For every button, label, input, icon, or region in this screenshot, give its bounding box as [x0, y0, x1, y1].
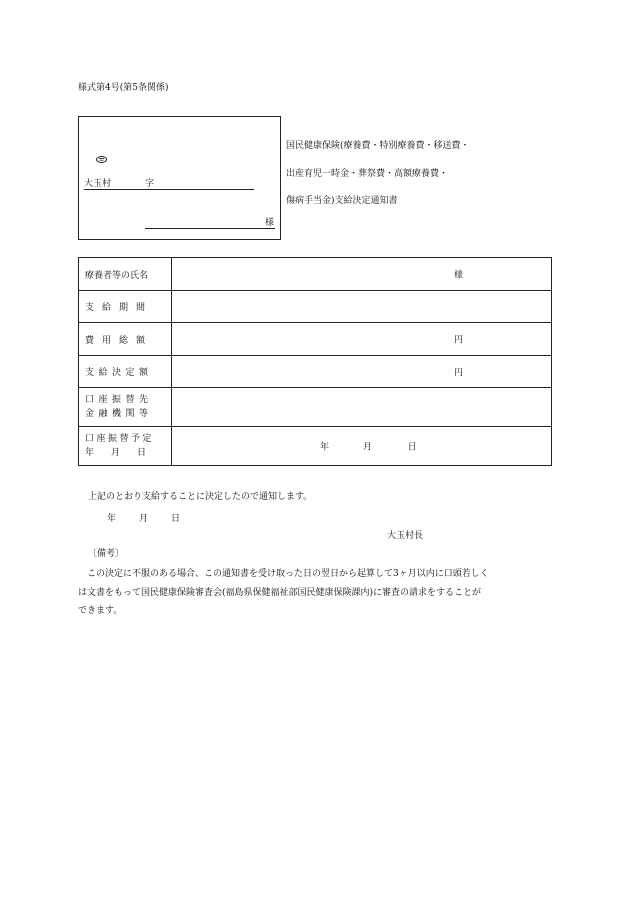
payment-period-field[interactable] — [172, 291, 552, 323]
table-row — [79, 388, 552, 427]
table-row — [79, 356, 552, 388]
postal-mark-icon — [96, 156, 107, 163]
total-cost-field[interactable] — [172, 323, 552, 356]
patient-name-label: 療養者等の氏名 — [79, 258, 172, 291]
remarks-text — [78, 565, 558, 621]
decided-amount-label: 支給決定額 — [79, 356, 172, 388]
table-row — [79, 427, 552, 466]
table-row — [79, 258, 552, 291]
payment-details-table — [78, 257, 552, 466]
table-row — [79, 323, 552, 356]
village-name: 大玉村 — [84, 179, 112, 189]
patient-name-field[interactable] — [172, 258, 552, 291]
date-month: 月 — [139, 514, 149, 524]
addressee-honorific: 様 — [265, 218, 275, 228]
remarks-line-3: できます。 — [78, 606, 123, 616]
name-underline — [145, 228, 275, 229]
bank-label-line2: 金融機関等 — [85, 409, 153, 419]
bank-field[interactable] — [172, 388, 552, 427]
remarks-line-2: は文書をもって国民健康保険審査会(福島県保健福祉部国民健康保険課内)に審査の請求をすることが — [78, 587, 482, 598]
address-box — [78, 116, 281, 240]
date-day: 日 — [171, 514, 181, 524]
transfer-year: 年 — [320, 442, 330, 453]
patient-name-honorific: 様 — [454, 270, 464, 281]
title-line-3: 傷病手当金)支給決定通知書 — [286, 196, 398, 206]
transfer-label-line1: 口座振替予定 — [85, 434, 155, 444]
transfer-day: 日 — [407, 442, 417, 453]
transfer-date-row — [320, 440, 417, 453]
bank-label — [79, 388, 172, 427]
payment-period-label: 支給期間 — [79, 291, 172, 323]
decided-amount-field[interactable] — [172, 356, 552, 388]
form-number: 様式第4号(第5条関係) — [78, 83, 169, 93]
table-row — [79, 291, 552, 323]
transfer-date-field[interactable] — [172, 427, 552, 466]
remarks-line-1: この決定に不服のある場合、この通知書を受け取った日の翌日から起算して3ヶ月以内に口頭若しく — [78, 569, 489, 579]
issuer-title: 大玉村長 — [387, 531, 424, 541]
date-year: 年 — [107, 514, 117, 524]
bank-label-line1: 口座振替先 — [85, 395, 153, 405]
total-cost-label: 費用総額 — [79, 323, 172, 356]
notice-text: 上記のとおり支給することに決定したので通知します。 — [88, 492, 313, 502]
remarks-header: 〔備考〕 — [88, 549, 125, 559]
decided-amount-unit: 円 — [454, 368, 464, 378]
title-line-2: 出産育児一時金・葬祭費・高額療養費・ — [286, 169, 449, 179]
transfer-date-label — [79, 427, 172, 466]
title-line-1: 国民健康保険(療養費・特別療養費・移送費・ — [286, 141, 470, 151]
address-underline — [84, 189, 254, 190]
aza-label: 字 — [145, 179, 155, 189]
transfer-month: 月 — [362, 442, 372, 453]
total-cost-unit: 円 — [454, 335, 464, 346]
transfer-label-line2: 年 月 日 — [85, 448, 151, 458]
